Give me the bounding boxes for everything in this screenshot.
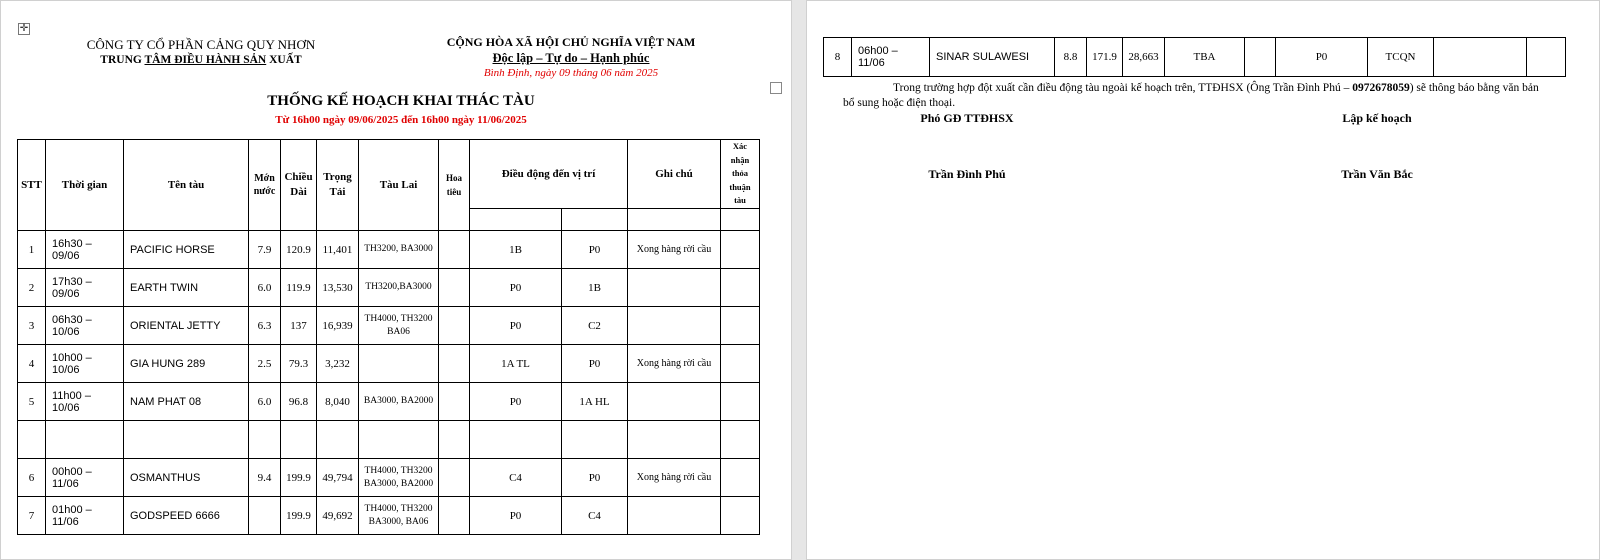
cell-stt: 3 — [18, 307, 46, 345]
cell-length: 120.9 — [281, 231, 317, 269]
cell-note — [628, 497, 721, 535]
header-pilot: Hoa tiêu — [439, 140, 470, 231]
cell-to: 1B — [562, 269, 628, 307]
cell-time: 06h30 – 10/06 — [46, 307, 124, 345]
cell-time: 06h00 – 11/06 — [852, 38, 930, 77]
cell-ship — [124, 421, 249, 459]
table-move-icon[interactable]: ✛ — [19, 23, 29, 34]
title-block — [181, 93, 621, 126]
cell-stt: 2 — [18, 269, 46, 307]
cell-draft: 6.3 — [249, 307, 281, 345]
cell-confirm — [721, 459, 760, 497]
cell-stt: 8 — [824, 38, 852, 77]
cell-length: 199.9 — [281, 459, 317, 497]
cell-to: P0 — [562, 345, 628, 383]
cell-tug: TH3200, BA3000 — [359, 231, 439, 269]
notice-text-1: Trong trường hợp đột xuất cần điều động tàu ngoài kế hoạch trên, TTĐHSX (Ông Trần Đình Phú – — [893, 82, 1353, 94]
cell-to — [562, 421, 628, 459]
cell-to: 1A HL — [562, 383, 628, 421]
header-draft: Mớn nước — [249, 140, 281, 231]
cell-from: P0 — [470, 497, 562, 535]
cell-ship: PACIFIC HORSE — [124, 231, 249, 269]
cell-ship: OSMANTHUS — [124, 459, 249, 497]
cell-confirm — [721, 383, 760, 421]
cell-stt — [18, 421, 46, 459]
cell-tug — [359, 345, 439, 383]
department-suffix: XUẤT — [266, 54, 302, 66]
cell-confirm — [721, 269, 760, 307]
cell-time: 16h30 – 09/06 — [46, 231, 124, 269]
cell-dwt: 8,040 — [317, 383, 359, 421]
document-page-2 — [806, 0, 1600, 560]
cell-dwt: 13,530 — [317, 269, 359, 307]
document-page-1 — [0, 0, 792, 560]
cell-pilot — [439, 345, 470, 383]
header-dwt: Trọng Tải — [317, 140, 359, 231]
date-range: Từ 16h00 ngày 09/06/2025 đến 16h00 ngày 11/06/2025 — [275, 114, 527, 126]
signature-left-role: Phó GĐ TTĐHSX — [920, 111, 1014, 125]
cell-note — [628, 307, 721, 345]
cell-draft — [249, 421, 281, 459]
cell-stt: 1 — [18, 231, 46, 269]
ship-plan-table — [17, 139, 760, 535]
cell-length: 96.8 — [281, 383, 317, 421]
notice-paragraph — [843, 81, 1543, 111]
cell-dwt: 11,401 — [317, 231, 359, 269]
cell-length: 171.9 — [1087, 38, 1123, 77]
table-row — [18, 307, 760, 345]
cell-pilot — [439, 231, 470, 269]
notice-text-2: ) sẽ thông báo bằng văn bản bổ sung hoặc điện thoại. — [843, 82, 1539, 109]
header-confirm-sub — [721, 209, 760, 231]
cell-note — [628, 383, 721, 421]
table-row — [824, 38, 1566, 77]
cell-stt: 4 — [18, 345, 46, 383]
department-prefix: TRUNG — [100, 54, 145, 66]
cell-confirm — [721, 497, 760, 535]
company-name: CÔNG TY CỔ PHẦN CẢNG QUY NHƠN — [86, 37, 316, 52]
cell-confirm — [721, 421, 760, 459]
national-motto: Độc lập – Tự do – Hạnh phúc — [492, 51, 650, 65]
cell-pilot — [439, 269, 470, 307]
cell-from — [470, 421, 562, 459]
header-time: Thời gian — [46, 140, 124, 231]
cell-draft: 9.4 — [249, 459, 281, 497]
notice-phone: 0972678059 — [1352, 82, 1410, 94]
department-name — [71, 54, 331, 66]
signature-right-name: Trần Văn Bắc — [1341, 167, 1413, 181]
cell-stt: 7 — [18, 497, 46, 535]
cell-stt: 6 — [18, 459, 46, 497]
cell-tug: BA3000, BA2000 — [359, 383, 439, 421]
cell-note: Xong hàng rời cầu — [628, 231, 721, 269]
cell-from: C4 — [470, 459, 562, 497]
cell-tug: TBA — [1165, 38, 1245, 77]
department-underlined: TÂM ĐIỀU HÀNH SẢN — [144, 54, 267, 66]
cell-time: 11h00 – 10/06 — [46, 383, 124, 421]
header-move-to — [562, 209, 628, 231]
cell-draft: 7.9 — [249, 231, 281, 269]
cell-from: P0 — [470, 269, 562, 307]
cell-from: 1B — [470, 231, 562, 269]
cell-pilot — [439, 307, 470, 345]
table-row — [18, 459, 760, 497]
cell-to: C4 — [562, 497, 628, 535]
header-note: Ghi chú — [628, 140, 721, 209]
header-ship: Tên tàu — [124, 140, 249, 231]
cell-tug: TH4000, TH3200 BA3000, BA06 — [359, 497, 439, 535]
cell-length: 119.9 — [281, 269, 317, 307]
cell-confirm — [1527, 38, 1566, 77]
cell-note: Xong hàng rời cầu — [628, 345, 721, 383]
header-move: Điều động đến vị trí — [470, 140, 628, 209]
document-date: Bình Định, ngày 09 tháng 06 năm 2025 — [483, 67, 659, 79]
cell-tug: TH4000, TH3200 BA06 — [359, 307, 439, 345]
table-row — [18, 269, 760, 307]
cell-time: 10h00 – 10/06 — [46, 345, 124, 383]
table-row — [18, 497, 760, 535]
table-row — [18, 231, 760, 269]
cell-pilot — [439, 459, 470, 497]
cell-draft: 8.8 — [1055, 38, 1087, 77]
cell-ship: NAM PHAT 08 — [124, 383, 249, 421]
cell-time: 17h30 – 09/06 — [46, 269, 124, 307]
cell-note — [628, 421, 721, 459]
cell-length: 137 — [281, 307, 317, 345]
republic-name: CỘNG HÒA XÃ HỘI CHỦ NGHĨA VIỆT NAM — [446, 35, 696, 49]
cell-tug — [359, 421, 439, 459]
cell-ship: GODSPEED 6666 — [124, 497, 249, 535]
cell-note — [628, 269, 721, 307]
cell-tug: TH3200,BA3000 — [359, 269, 439, 307]
header-note-sub — [628, 209, 721, 231]
cell-to: P0 — [562, 231, 628, 269]
cell-stt: 5 — [18, 383, 46, 421]
header-move-from — [470, 209, 562, 231]
cell-to: TCQN — [1368, 38, 1434, 77]
cell-tug: TH4000, TH3200 BA3000, BA2000 — [359, 459, 439, 497]
cell-dwt: 3,232 — [317, 345, 359, 383]
cell-draft: 6.0 — [249, 383, 281, 421]
cell-note: Xong hàng rời cầu — [628, 459, 721, 497]
cell-from: P0 — [470, 307, 562, 345]
cell-confirm — [721, 307, 760, 345]
company-header — [71, 37, 331, 66]
cell-from: P0 — [1276, 38, 1368, 77]
cell-pilot — [439, 383, 470, 421]
document-title: THỐNG KẾ HOẠCH KHAI THÁC TÀU — [267, 93, 535, 109]
cell-ship: SINAR SULAWESI — [930, 38, 1055, 77]
ship-plan-table-continued — [823, 37, 1566, 77]
header-length: Chiều Dài — [281, 140, 317, 231]
national-header — [431, 35, 711, 79]
cell-time — [46, 421, 124, 459]
table-resize-icon[interactable] — [770, 82, 782, 94]
cell-note — [1434, 38, 1527, 77]
cell-dwt: 49,692 — [317, 497, 359, 535]
header-tug: Tàu Lai — [359, 140, 439, 231]
cell-pilot — [439, 497, 470, 535]
cell-dwt: 16,939 — [317, 307, 359, 345]
table-row — [18, 383, 760, 421]
cell-pilot — [439, 421, 470, 459]
signature-right-role: Lập kế hoạch — [1342, 111, 1412, 125]
cell-ship: GIA HUNG 289 — [124, 345, 249, 383]
table-row-empty — [18, 421, 760, 459]
cell-confirm — [721, 231, 760, 269]
cell-dwt — [317, 421, 359, 459]
cell-draft: 2.5 — [249, 345, 281, 383]
cell-ship: ORIENTAL JETTY — [124, 307, 249, 345]
cell-pilot — [1245, 38, 1276, 77]
cell-dwt: 28,663 — [1123, 38, 1165, 77]
cell-time: 01h00 – 11/06 — [46, 497, 124, 535]
header-stt: STT — [18, 140, 46, 231]
cell-length — [281, 421, 317, 459]
cell-to: C2 — [562, 307, 628, 345]
cell-from: 1A TL — [470, 345, 562, 383]
cell-confirm — [721, 345, 760, 383]
cell-draft: 6.0 — [249, 269, 281, 307]
cell-to: P0 — [562, 459, 628, 497]
cell-draft — [249, 497, 281, 535]
cell-length: 79.3 — [281, 345, 317, 383]
cell-ship: EARTH TWIN — [124, 269, 249, 307]
cell-from: P0 — [470, 383, 562, 421]
cell-length: 199.9 — [281, 497, 317, 535]
table-row — [18, 345, 760, 383]
cell-dwt: 49,794 — [317, 459, 359, 497]
header-confirm: Xác nhận thỏa thuận tàu — [721, 140, 760, 209]
cell-time: 00h00 – 11/06 — [46, 459, 124, 497]
signature-left-name: Trần Đình Phú — [928, 167, 1006, 181]
